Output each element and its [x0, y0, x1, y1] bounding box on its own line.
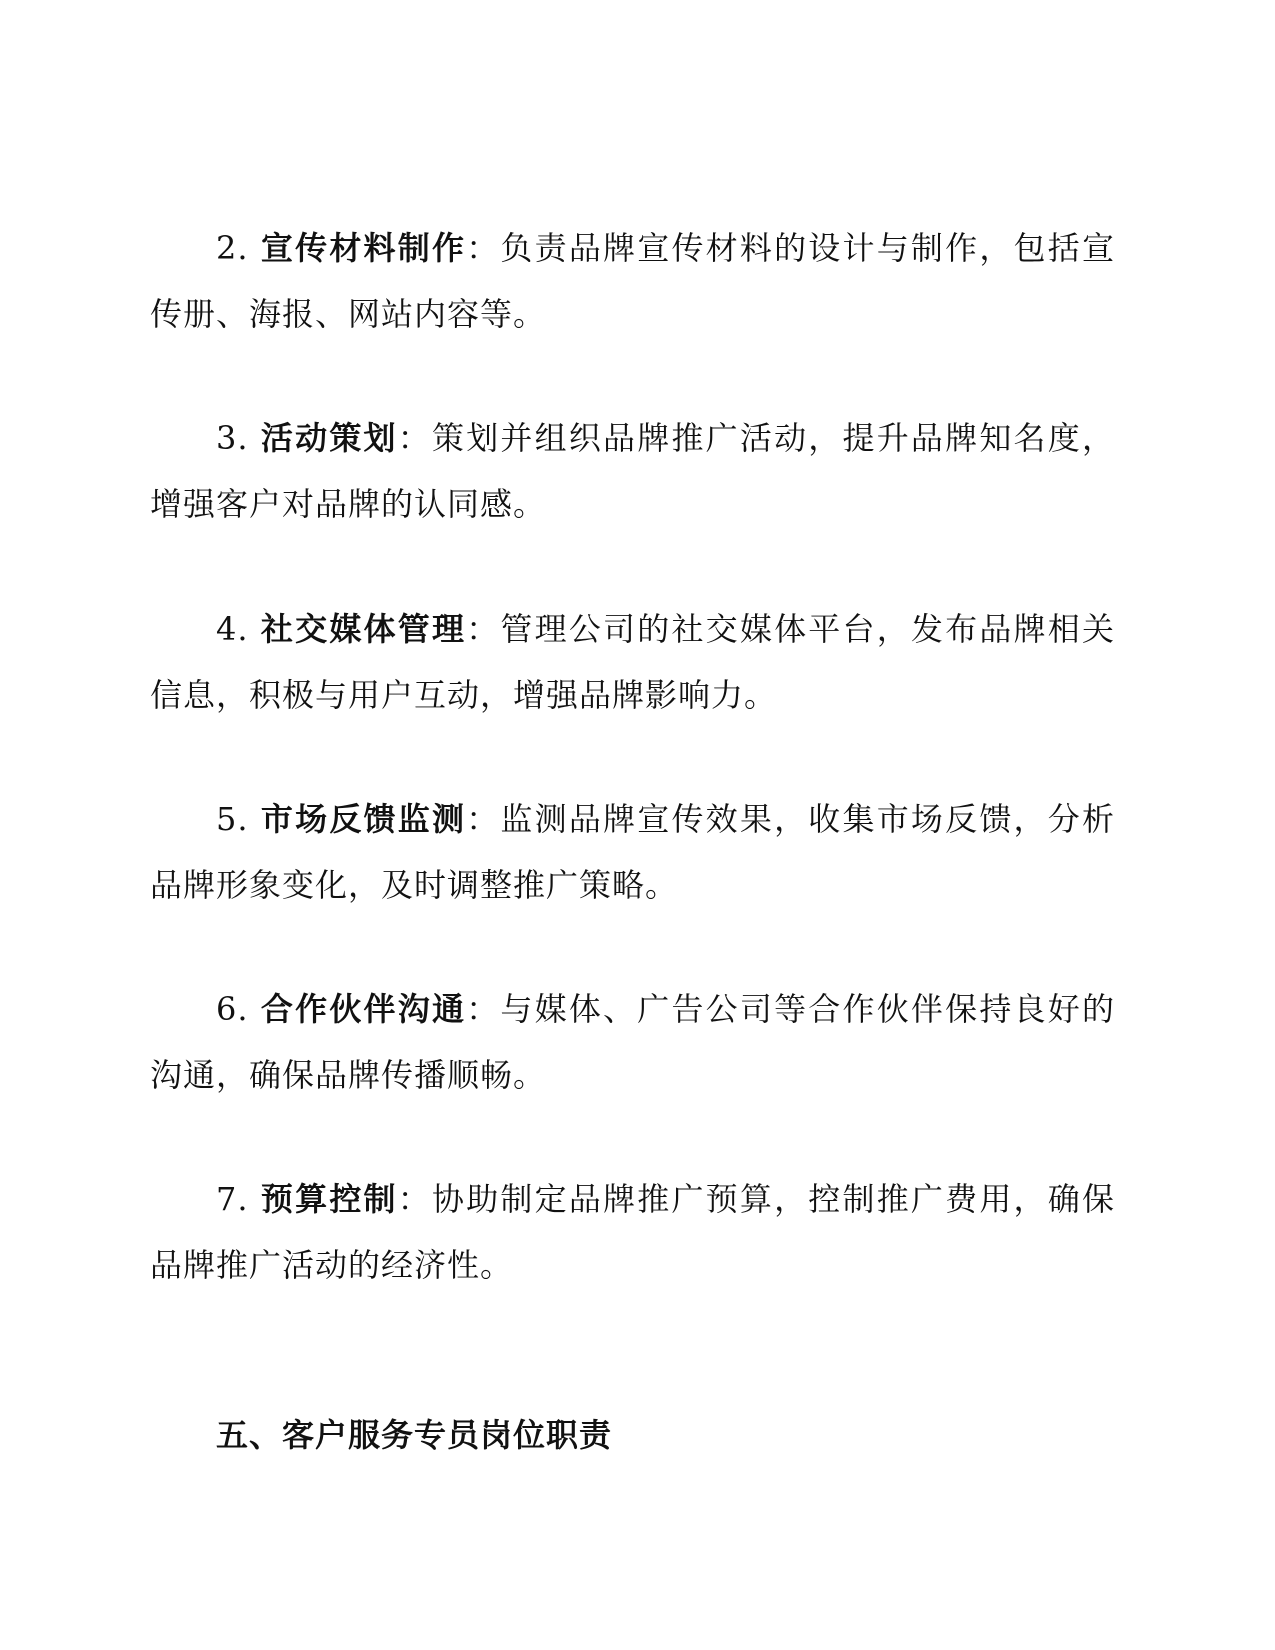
item-separator: ： [466, 990, 501, 1028]
item-text: 策划并组织品牌推广活动，提升品牌知名度，增强客户对品牌的认同感。 [150, 419, 1115, 523]
item-text: 协助制定品牌推广预算，控制推广费用，确保品牌推广活动的经济性。 [150, 1180, 1115, 1284]
list-item [150, 215, 1115, 347]
list-item [150, 976, 1115, 1108]
item-title: 活动策划 [260, 419, 398, 457]
item-text: 监测品牌宣传效果，收集市场反馈，分析品牌形象变化，及时调整推广策略。 [150, 800, 1115, 904]
item-number: 3. [216, 419, 249, 457]
list-item [150, 786, 1115, 918]
list-item [150, 596, 1115, 728]
item-separator: ： [397, 419, 432, 457]
item-number: 6. [216, 990, 249, 1028]
item-text: 管理公司的社交媒体平台，发布品牌相关信息，积极与用户互动，增强品牌影响力。 [150, 610, 1115, 714]
item-title: 合作伙伴沟通 [260, 990, 467, 1028]
list-item [150, 1166, 1115, 1298]
item-separator: ： [466, 229, 501, 267]
item-title: 市场反馈监测 [260, 800, 467, 838]
item-number: 7. [216, 1180, 249, 1218]
item-number: 4. [216, 610, 249, 648]
section-heading: 五、客户服务专员岗位职责 [216, 1416, 613, 1454]
item-number: 2. [216, 229, 249, 267]
item-separator: ： [466, 610, 501, 648]
item-title: 预算控制 [260, 1180, 398, 1218]
item-separator: ： [466, 800, 501, 838]
list-item [150, 405, 1115, 537]
item-separator: ： [397, 1180, 432, 1218]
item-text: 与媒体、广告公司等合作伙伴保持良好的沟通，确保品牌传播顺畅。 [150, 990, 1115, 1094]
item-title: 社交媒体管理 [260, 610, 467, 648]
item-number: 5. [216, 800, 249, 838]
item-title: 宣传材料制作 [260, 229, 467, 267]
item-text: 负责品牌宣传材料的设计与制作，包括宣传册、海报、网站内容等。 [150, 229, 1115, 333]
